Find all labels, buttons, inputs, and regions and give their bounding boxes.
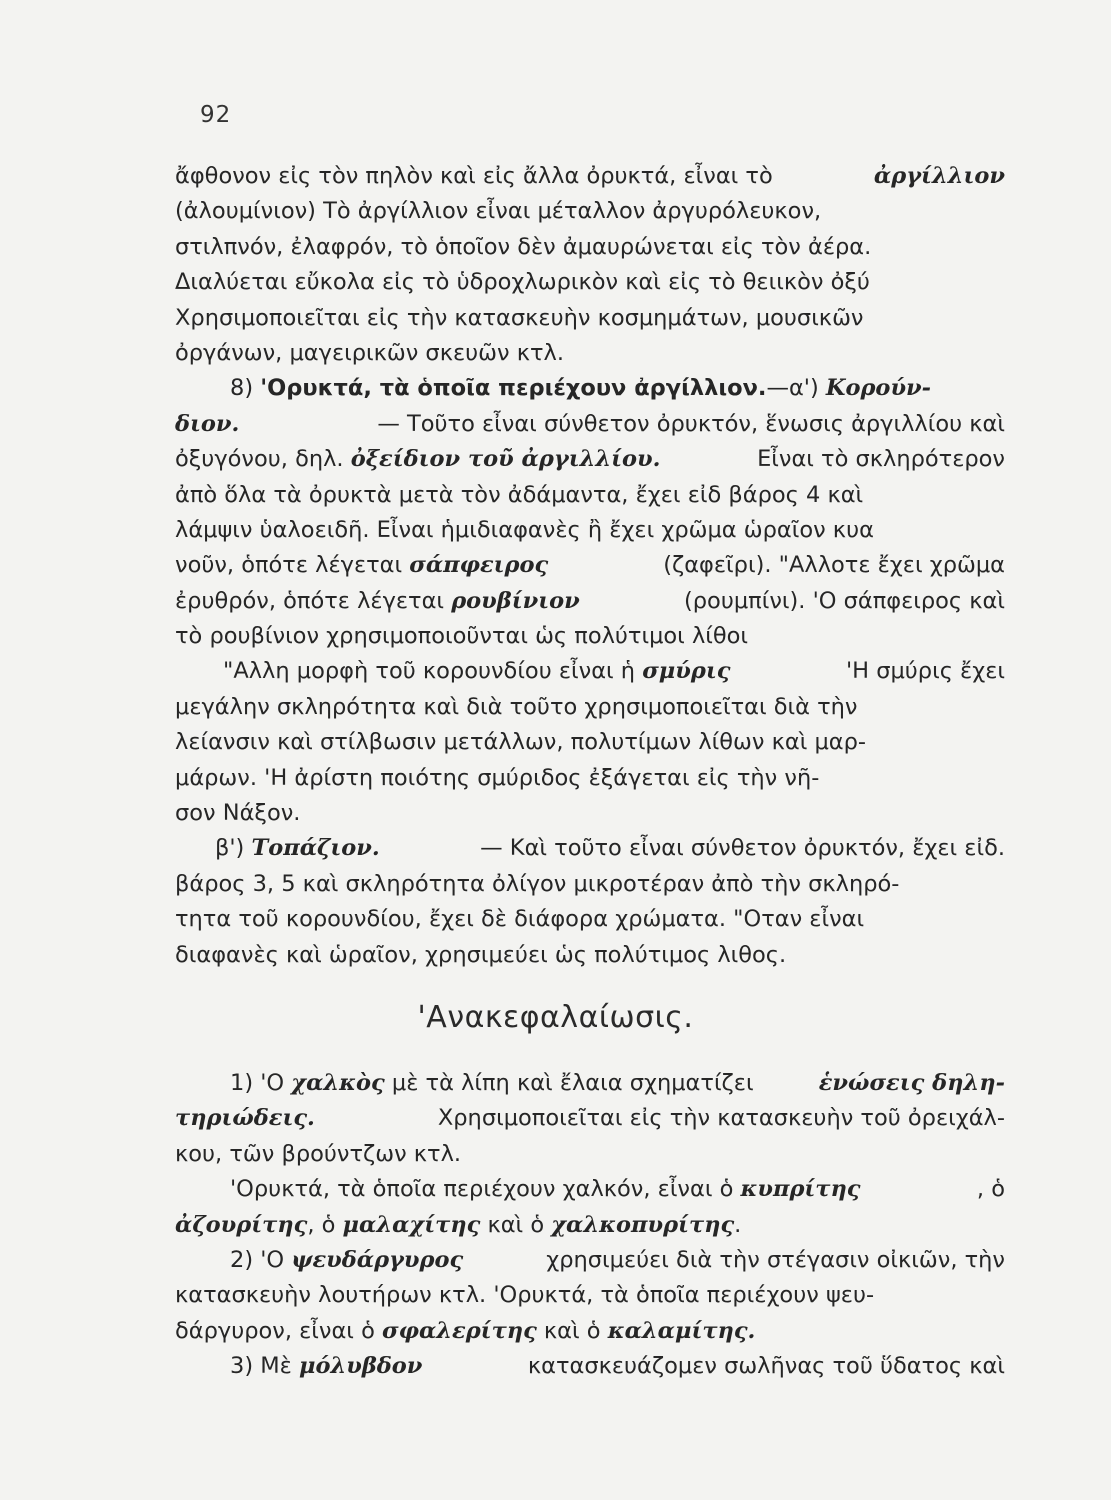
term-emphasis: ὀξείδιον τοῦ ἀργιλλίου. [350, 446, 661, 473]
term-emphasis: σφαλερίτης [382, 1317, 537, 1344]
text-run: β') [215, 835, 252, 862]
page-number: 92 [200, 102, 232, 128]
text-line [175, 159, 1005, 194]
text-run: —α') [766, 375, 826, 402]
section-heading: 'Ανακεφαλαίωσις. [417, 1000, 694, 1035]
term-emphasis: ἀργίλλιον [873, 163, 1005, 189]
text-line: κατασκευὴν λουτήρων κτλ. 'Ορυκτά, τὰ ὁποῖα περιέχουν ψευ- [175, 1282, 875, 1309]
text-run: κατασκευάζομεν σωλῆνας τοῦ ὕδατος καὶ [527, 1353, 1005, 1380]
text-line [175, 1066, 1005, 1101]
term-emphasis: Τοπάζιον. [251, 835, 380, 862]
text-line [175, 1172, 1005, 1207]
text-line: βάρος 3, 5 καὶ σκληρότητα ὀλίγον μικροτέραν ἀπὸ τὴν σκληρό- [175, 870, 900, 897]
text-line: Χρησιμοποιεῖται εἰς τὴν κατασκευὴν κοσμημάτων, μουσικῶν [175, 304, 864, 331]
term-emphasis: ἀζουρίτης [175, 1211, 308, 1238]
text-line [175, 831, 1005, 866]
text-line [175, 1314, 1005, 1349]
text-line [175, 1101, 1005, 1136]
text-run: "Αλλη μορφὴ τοῦ κορουνδίου εἶναι ἡ [223, 658, 643, 685]
term-emphasis: διον. [175, 410, 240, 437]
term-emphasis: ἑνώσεις δηλη- [818, 1070, 1005, 1096]
term-emphasis: σμύρις [642, 658, 731, 685]
text-line [175, 1208, 1005, 1243]
text-line: στιλπνόν, ἐλαφρόν, τὸ ὁποῖον δὲν ἀμαυρώνεται εἰς τὸν ἀέρα. [175, 233, 872, 260]
text-run: Εἶναι τὸ σκληρότερον [757, 446, 1005, 473]
text-run: (ρουμπίνι). 'Ο σάπφειρος καὶ [684, 587, 1005, 614]
text-line: μεγάλην σκληρότητα καὶ διὰ τοῦτο χρησιμοποιεῖται διὰ τὴν [175, 693, 858, 720]
term-emphasis: τηριώδεις. [175, 1105, 315, 1132]
text-line [175, 584, 1005, 619]
text-run: , ὁ [976, 1176, 1005, 1203]
text-line [175, 1243, 1005, 1278]
text-line: σον Νάξον. [175, 800, 301, 827]
text-run: — Τοῦτο εἶναι σύνθετον ὀρυκτόν, ἕνωσις ἀργιλλίου καὶ [377, 410, 1005, 437]
text-run: . [734, 1211, 742, 1238]
term-emphasis: σάπφειρος [409, 552, 549, 579]
term-emphasis: Κορούν- [825, 375, 932, 402]
text-run: (ζαφεῖρι). "Αλλοτε ἔχει χρῶμα [663, 552, 1005, 579]
text-line: (ἀλουμίνιον) Τὸ ἀργίλλιον εἶναι μέταλλον ἀργυρόλευκον, [175, 198, 822, 225]
summary-text [175, 1066, 1005, 1385]
text-line: ὀργάνων, μαγειρικῶν σκευῶν κτλ. [175, 339, 564, 366]
text-line [175, 1349, 1005, 1384]
text-line: ἀπὸ ὅλα τὰ ὀρυκτὰ μετὰ τὸν ἀδάμαντα, ἔχει εἰδ βάρος 4 καὶ [175, 481, 864, 508]
text-line: τητα τοῦ κορουνδίου, ἔχει δὲ διάφορα χρώματα. "Οταν εἶναι [175, 906, 865, 933]
text-line: κου, τῶν βρούντζων κτλ. [175, 1140, 462, 1167]
text-line: Διαλύεται εὔκολα εἰς τὸ ὑδροχλωρικὸν καὶ εἰς τὸ θειικὸν ὀξύ [175, 269, 870, 296]
body-text [175, 159, 1005, 973]
term-emphasis: μαλαχίτης [342, 1211, 481, 1238]
text-run: ὀξυγόνου, δηλ. [175, 446, 351, 473]
text-run: 2) 'Ο [230, 1246, 292, 1273]
text-run: ἐρυθρόν, ὁπότε λέγεται [175, 587, 452, 614]
text-line [175, 442, 1005, 477]
term-emphasis: χαλκὸς [291, 1070, 385, 1096]
term-emphasis: καλαμίτης. [607, 1317, 756, 1344]
text-line [175, 654, 1005, 689]
text-run: ἄφθονον εἰς τὸν πηλὸν καὶ εἰς ἄλλα ὀρυκτά, εἶναι τὸ [175, 163, 773, 189]
term-emphasis: χαλκοπυρίτης [551, 1211, 735, 1238]
term-emphasis: κυπρίτης [740, 1176, 861, 1203]
term-emphasis: ψευδάργυρος [291, 1246, 464, 1273]
text-run: , ὁ [307, 1211, 343, 1238]
term-emphasis: ρουβίνιον [451, 587, 580, 614]
text-run: 3) Μὲ [230, 1353, 299, 1380]
text-line: λάμψιν ὑαλοειδῆ. Εἶναι ἡμιδιαφανὲς ἢ ἔχει χρῶμα ὡραῖον κυα [175, 516, 874, 543]
text-run: 1) 'Ο [230, 1070, 292, 1096]
text-run: μὲ τὰ λίπη καὶ ἔλαια σχηματίζει [384, 1070, 754, 1096]
text-run: καὶ ὁ [480, 1211, 552, 1238]
text-run: 'Ορυκτά, τὰ ὁποῖα περιέχουν χαλκόν, εἶναι ὁ [230, 1176, 741, 1203]
text-run: Χρησιμοποιεῖται εἰς τὴν κατασκευὴν τοῦ ὀρειχάλ- [437, 1105, 1005, 1132]
text-line: λείανσιν καὶ στίλβωσιν μετάλλων, πολυτίμων λίθων καὶ μαρ- [175, 729, 867, 756]
text-run: νοῦν, ὁπότε λέγεται [175, 552, 410, 579]
text-run: 8) [230, 375, 261, 402]
text-line [175, 371, 1005, 406]
text-run: 'Η σμύρις ἔχει [845, 658, 1005, 685]
text-line [175, 407, 1005, 442]
term-emphasis: μόλυβδον [298, 1353, 423, 1380]
text-line: μάρων. 'Η ἀρίστη ποιότης σμύριδος ἐξάγεται εἰς τὴν νῆ- [175, 764, 820, 791]
text-run: δάργυρον, εἶναι ὁ [175, 1317, 382, 1344]
text-run: χρησιμεύει διὰ τὴν στέγασιν οἰκιῶν, τὴν [546, 1246, 1005, 1273]
text-line: διαφανὲς καὶ ὡραῖον, χρησιμεύει ὡς πολύτιμος λιθος. [175, 941, 787, 968]
text-run: καὶ ὁ [536, 1317, 608, 1344]
section-title: 'Ορυκτά, τὰ ὁποῖα περιέχουν ἀργίλλιον. [260, 375, 767, 402]
text-line [175, 548, 1005, 583]
text-line: τὸ ρουβίνιον χρησιμοποιοῦνται ὡς πολύτιμοι λίθοι [175, 623, 749, 650]
text-run: — Καὶ τοῦτο εἶναι σύνθετον ὀρυκτόν, ἔχει εἰδ. [480, 835, 1005, 862]
